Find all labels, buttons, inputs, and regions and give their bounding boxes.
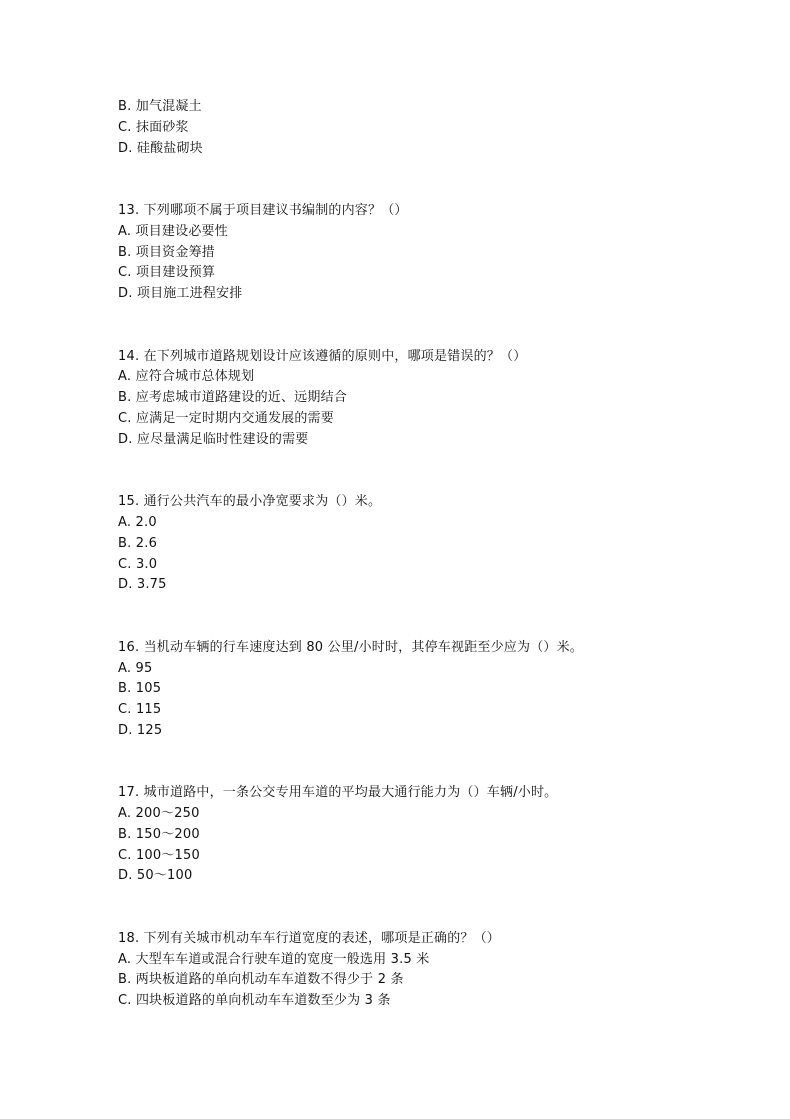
option-line: A. 2.0 [118,514,157,530]
option-line: D. 125 [118,722,163,738]
question-stem: 14. 在下列城市道路规划设计应该遵循的原则中，哪项是错误的？（） [118,348,527,364]
document-page [118,97,738,1012]
question-16 [118,638,738,742]
question-stem: 16. 当机动车辆的行车速度达到 80 公里/小时时，其停车视距至少应为（）米。 [118,639,583,655]
option-line: C. 抹面砂浆 [118,119,189,135]
option-line: B. 应考虑城市道路建设的近、远期结合 [118,390,347,406]
option-line: A. 项目建设必要性 [118,223,228,239]
option-line: D. 硅酸盐砌块 [118,140,203,156]
spacer [118,159,738,201]
option-line: B. 2.6 [118,535,158,551]
continuation-options [118,97,738,159]
option-line: B. 两块板道路的单向机动车车道数不得少于 2 条 [118,972,404,988]
question-14 [118,347,738,451]
option-line: C. 应满足一定时期内交通发展的需要 [118,410,334,426]
question-18 [118,929,738,1012]
option-line: C. 项目建设预算 [118,265,216,281]
option-line: C. 115 [118,702,162,718]
question-stem: 13. 下列哪项不属于项目建议书编制的内容？（） [118,202,408,218]
question-17 [118,783,738,887]
option-line: A. 大型车车道或混合行驶车道的宽度一般选用 3.5 米 [118,951,430,967]
option-line: D. 项目施工进程安排 [118,286,243,302]
option-line: D. 应尽量满足临时性建设的需要 [118,431,309,447]
option-line: B. 105 [118,681,162,697]
spacer [118,742,738,784]
option-line: B. 加气混凝土 [118,99,202,114]
spacer [118,596,738,638]
spacer [118,451,738,493]
spacer [118,305,738,347]
option-line: C. 100～150 [118,847,200,863]
question-stem: 15. 通行公共汽车的最小净宽要求为（）米。 [118,494,382,510]
option-line: A. 应符合城市总体规划 [118,369,255,385]
option-line: C. 四块板道路的单向机动车车道数至少为 3 条 [118,993,391,1009]
question-stem: 17. 城市道路中，一条公交专用车道的平均最大通行能力为（）车辆/小时。 [118,785,558,801]
spacer [118,887,738,929]
option-line: A. 200～250 [118,806,200,822]
option-line: D. 50～100 [118,868,193,884]
option-line: C. 3.0 [118,556,158,572]
option-line: B. 150～200 [118,826,200,842]
option-line: D. 3.75 [118,577,167,593]
option-line: A. 95 [118,660,153,676]
question-15 [118,492,738,596]
option-line: B. 项目资金筹措 [118,244,215,260]
question-stem: 18. 下列有关城市机动车车行道宽度的表述，哪项是正确的？（） [118,930,501,946]
question-13 [118,201,738,305]
